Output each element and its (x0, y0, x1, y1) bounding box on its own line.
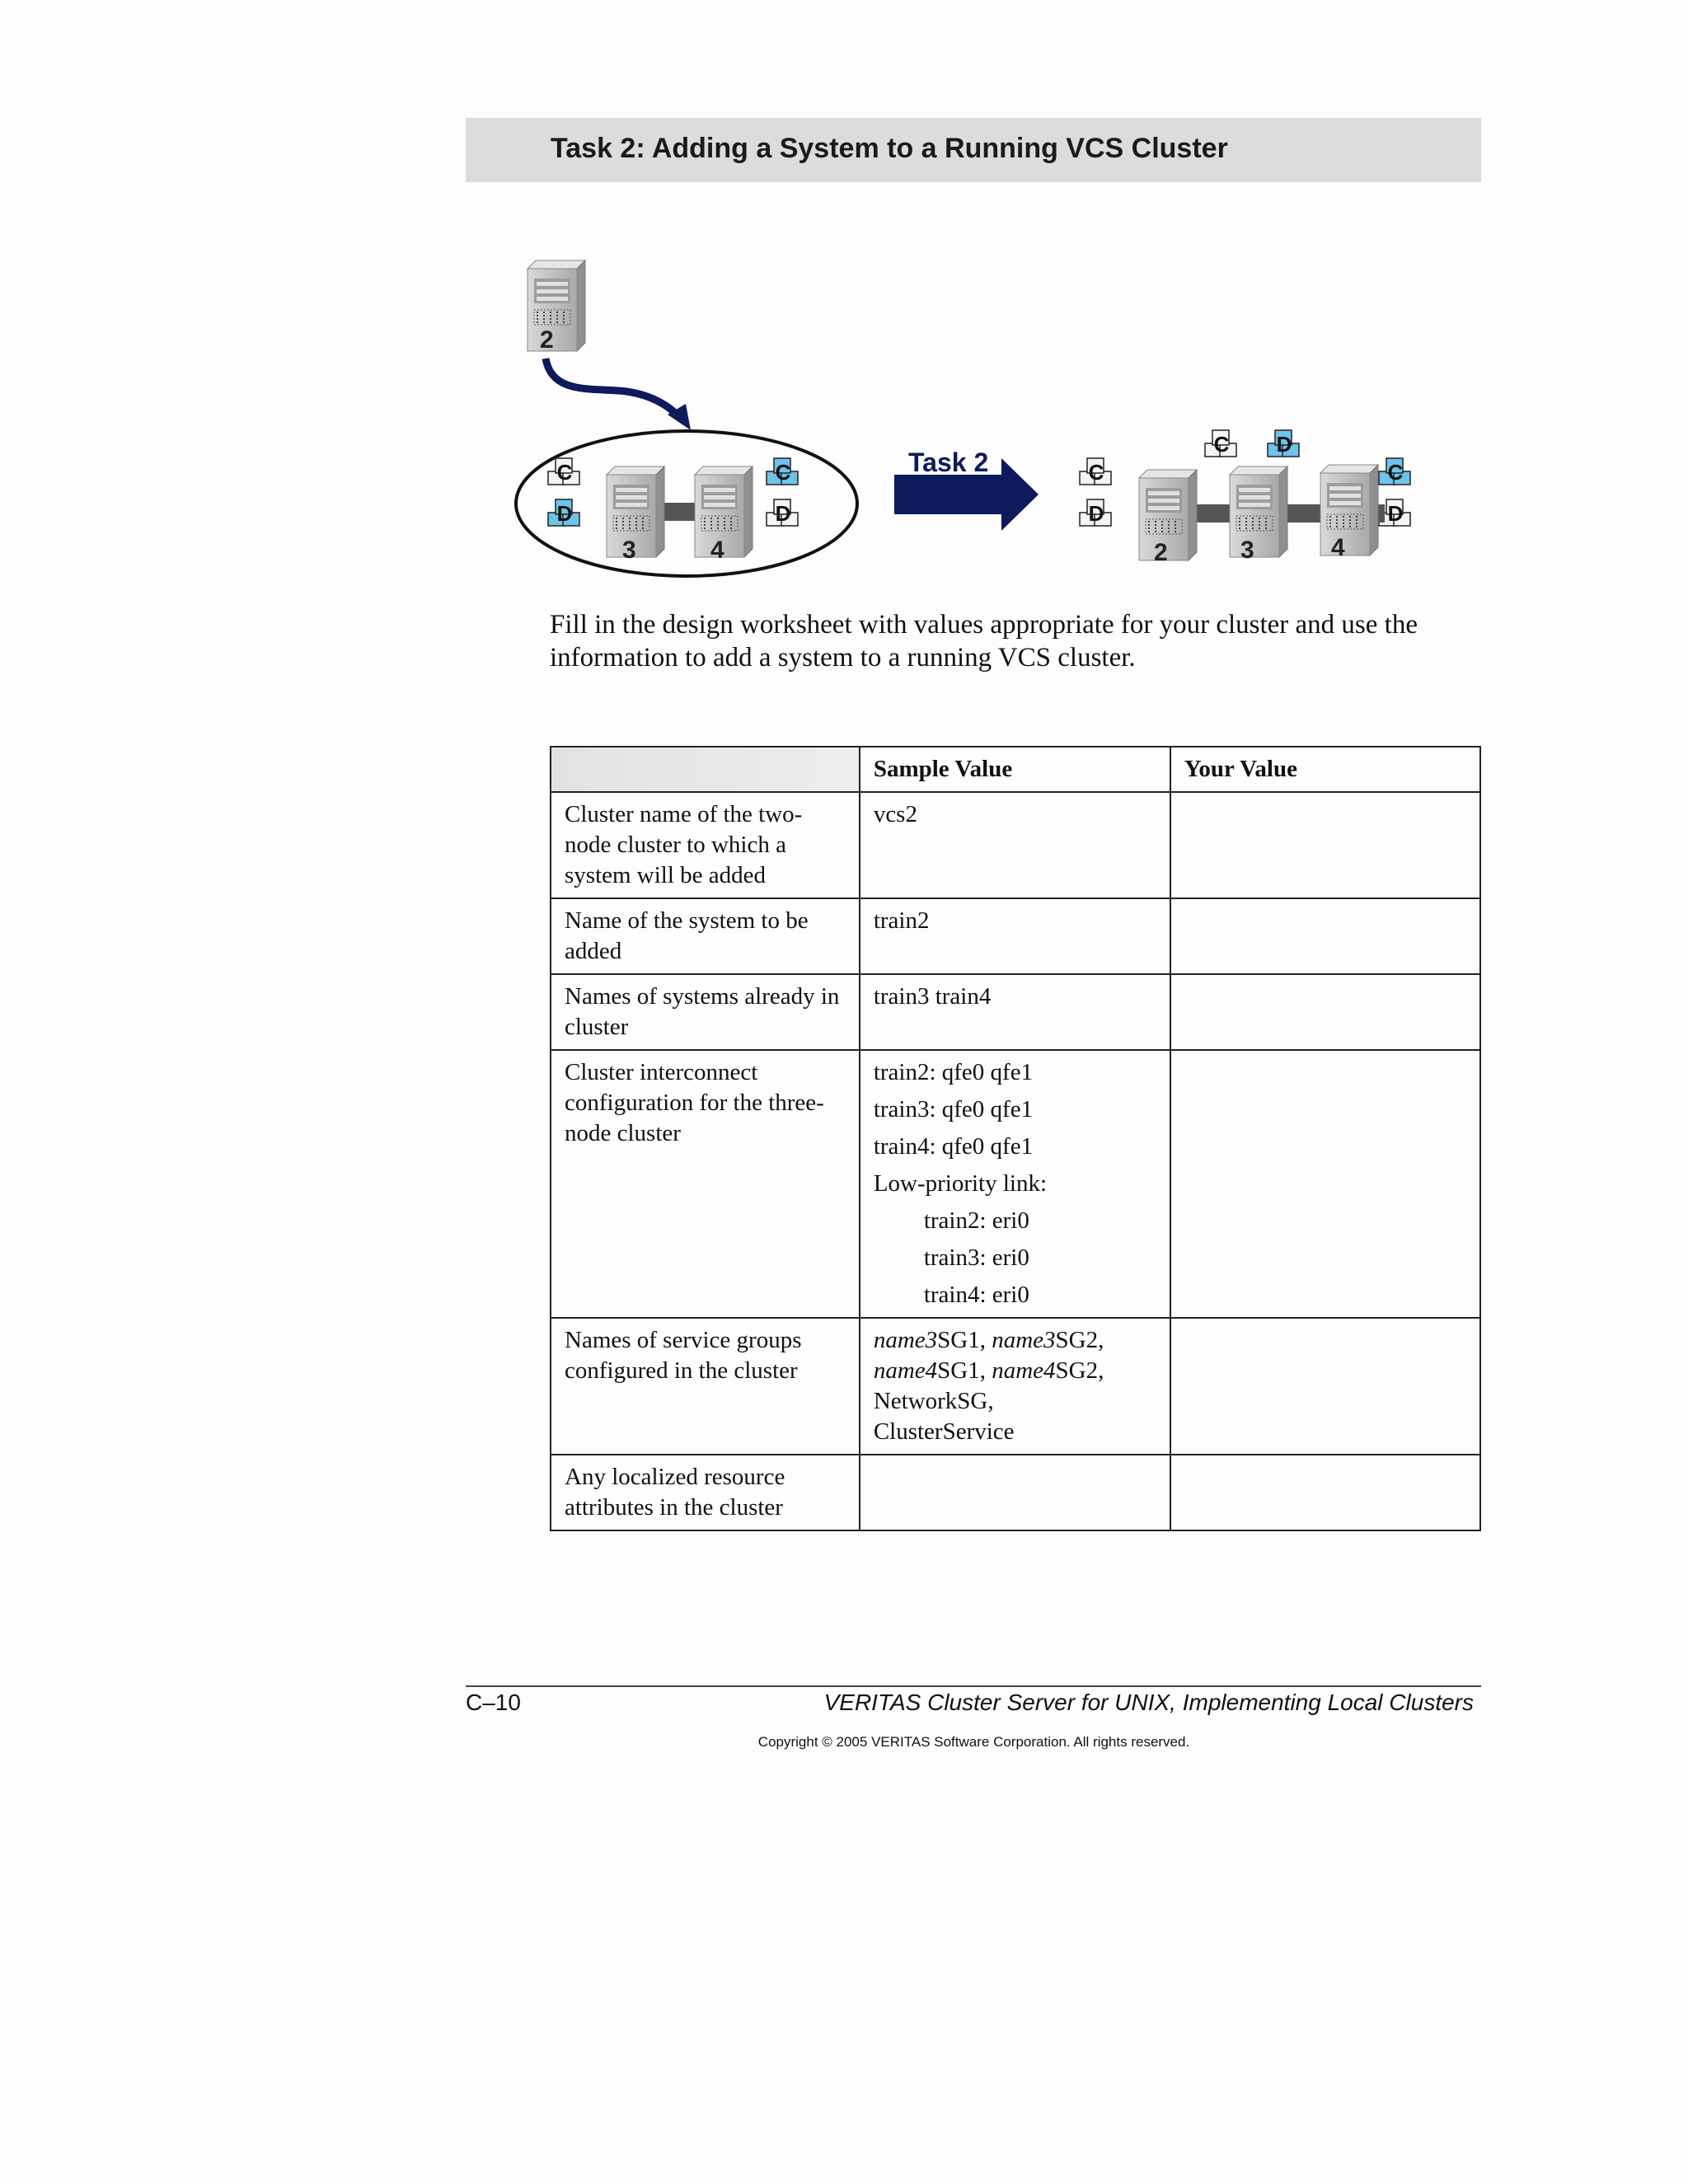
svg-text:C: C (556, 460, 573, 485)
new-server-icon (528, 260, 585, 354)
svg-text:3: 3 (622, 537, 636, 564)
your-value-cell[interactable] (1170, 974, 1480, 1050)
row-label: Cluster name of the two-node cluster to which a system will be added (551, 792, 860, 898)
service-group-line: NetworkSG, (873, 1388, 994, 1414)
header-blank (551, 747, 860, 792)
svg-text:C: C (1088, 460, 1104, 485)
table-row (551, 1455, 1480, 1530)
design-worksheet-table (550, 746, 1481, 1531)
your-value-cell[interactable] (1170, 792, 1480, 898)
page-number: C–10 (466, 1690, 521, 1715)
sample-value (860, 1318, 1170, 1455)
header-sample-value: Sample Value (860, 747, 1170, 792)
sample-value: train3 train4 (860, 974, 1170, 1050)
your-value-cell[interactable] (1170, 1318, 1480, 1455)
header-your-value: Your Value (1170, 747, 1480, 792)
task-header-bar (466, 118, 1481, 182)
row-label: Cluster interconnect configuration for the three-node cluster (551, 1050, 860, 1318)
svg-text:2: 2 (1154, 539, 1168, 566)
service-group-line: ClusterService (873, 1418, 1015, 1445)
svg-text:D: D (1088, 501, 1104, 526)
table-row (551, 792, 1480, 898)
cluster-diagram (495, 247, 1459, 593)
row-label: Name of the system to be added (551, 898, 860, 974)
service-group-line: name3SG1, name3SG2, (873, 1327, 1104, 1353)
before-cluster (548, 458, 798, 564)
config-line: train3: qfe0 qfe1 (873, 1096, 1034, 1122)
config-line: train2: qfe0 qfe1 (873, 1059, 1034, 1085)
svg-text:C: C (775, 460, 791, 485)
svg-text:4: 4 (1331, 534, 1345, 561)
table-row (551, 1050, 1480, 1318)
sample-value (860, 1050, 1170, 1318)
task-arrow-label: Task 2 (908, 448, 989, 477)
config-line: train2: eri0 (923, 1207, 1029, 1234)
svg-text:2: 2 (540, 326, 554, 354)
config-line: train4: eri0 (923, 1282, 1029, 1308)
sample-value: train2 (860, 898, 1170, 974)
task-title: Task 2: Adding a System to a Running VCS Cluster (551, 133, 1228, 164)
svg-text:D: D (1276, 432, 1292, 457)
row-label: Names of service groups configured in the cluster (551, 1318, 860, 1455)
curved-arrow-icon (546, 359, 682, 420)
row-label: Names of systems already in cluster (551, 974, 860, 1050)
svg-text:D: D (1387, 501, 1404, 526)
row-label: Any localized resource attributes in the cluster (551, 1455, 860, 1530)
your-value-cell[interactable] (1170, 1455, 1480, 1530)
intro-paragraph: Fill in the design worksheet with values appropriate for your cluster and use the information to add a system to a running VCS cluster. (550, 610, 1418, 673)
sample-value (860, 1455, 1170, 1530)
your-value-cell[interactable] (1170, 898, 1480, 974)
config-line: train3: eri0 (923, 1244, 1029, 1271)
sample-value: vcs2 (860, 792, 1170, 898)
table-header-row (551, 747, 1480, 792)
your-value-cell[interactable] (1170, 1050, 1480, 1318)
svg-text:D: D (556, 501, 573, 526)
after-cluster (1080, 430, 1410, 566)
config-line: Low-priority link: (873, 1170, 1048, 1197)
svg-text:C: C (1387, 460, 1404, 485)
book-title: VERITAS Cluster Server for UNIX, Implementing Local Clusters (823, 1690, 1474, 1715)
table-row (551, 1318, 1480, 1455)
config-line: train4: qfe0 qfe1 (873, 1133, 1034, 1160)
svg-text:4: 4 (710, 537, 724, 564)
service-group-line: name4SG1, name4SG2, (873, 1357, 1104, 1384)
table-row (551, 974, 1480, 1050)
copyright-notice: Copyright © 2005 VERITAS Software Corporation. All rights reserved. (757, 1734, 1190, 1750)
footer-rule (466, 1685, 1481, 1687)
svg-text:D: D (775, 501, 791, 526)
table-row (551, 898, 1480, 974)
svg-text:C: C (1213, 432, 1230, 457)
svg-text:3: 3 (1240, 537, 1254, 564)
